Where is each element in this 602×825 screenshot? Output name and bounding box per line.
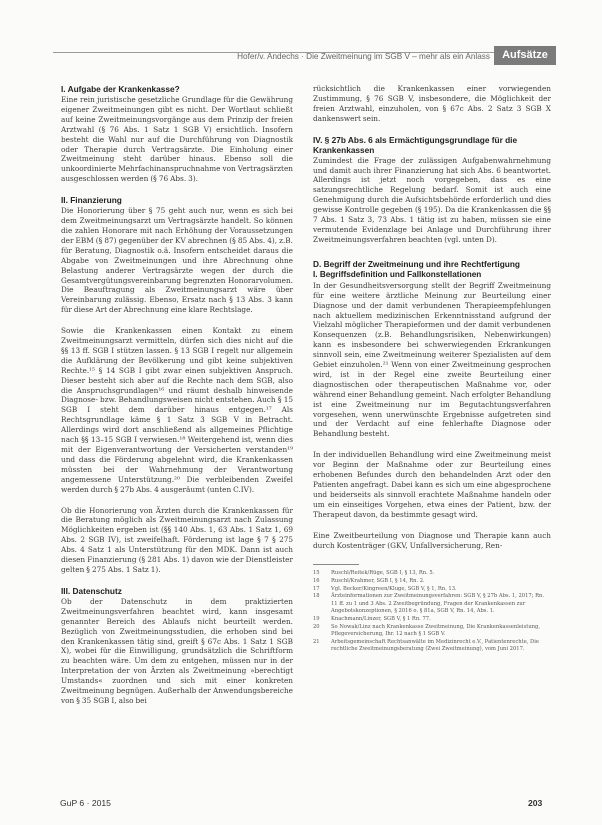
running-head: Hofer/v. Andechs · Die Zweitmeinung im SGB V – mehr als ein Anlass — [237, 52, 490, 61]
paragraph: Zumindest die Frage der zulässigen Aufgabenwahrnehmung und damit auch ihrer Finanzierung hat sich Abs. 6 beantwortet. Allerdings ist jetzt noch vorgegeben, dass es eine satzungsrechtliche Regelung bedarf. Somit ist auch eine Genehmigung durch die Aufsichtsbehörde erforderlich und dies gewisse Kontrolle gegeben (§ 195). Da die Krankenkassen die §§ 7 Abs. 1 Satz 3, 73 Abs. 1 tätig ist zu haben, müssen sie eine vermutende Evidenzlage bei Anlage und Durchführung ihrer Zweitmeinungsverfahren beachten (vgl. unten D). — [313, 155, 551, 244]
paragraph: Eine rein juristische gesetzliche Grundlage für die Gewährung eigener Zweitmeinungen gibt es nicht. Der Wortlaut schließt auf keine Zweitmeinungsvorgänge aus dem Prinzip der freien Arztwahl (§ 76 Abs. 1 Satz 1 SGB V) ersichtlich. Insofern besteht die Wahl nur auf die Durchführung von Diagnostik oder Therapie durch Vertragsärzte. Die Einholung einer Zweitmeinung steht darüber hinaus. Ebenso soll die unkoordinierte Mehrfachinanspruchnahme von Vertragsärzten ausgeschlossen werden (§ 76 Abs. 3). — [61, 95, 293, 184]
footnote: 15 Ruschl/Reitek/Rüge, SGB I, § 13, Rn. 5. — [313, 570, 435, 577]
section-heading: D. Begriff der Zweitmeinung und ihre Rechtfertigung — [313, 258, 520, 269]
paragraph: Ob die Honorierung von Ärzten durch die Krankenkassen für die Beratung möglich als Zweitmeinungsarzt nach Zulassung Möglichkeiten ergeben ist (§§ 140 Abs. 1, 63 Abs. 1 Satz 1, 69 Abs. 2 SGB IV), ist zweifelhaft. Förderung ist lage § 7 § 275 Abs. 4 Satz 1 als Unterstützung für den MDK. Dann ist auch diesen Finanzierung (§ 281 Abs. 1) davon wie der Dienstleister gelten § 275 Abs. 1 Satz 1). — [61, 505, 293, 574]
footnote-rule — [313, 564, 359, 565]
page-number: 203 — [528, 798, 543, 808]
paragraph: Ob der Datenschutz in dem praktizierten Zweitmeinungsverfahren beachtet wird, kann insgesamt genannter Bereich des Ablaufs nicht beurteilt werden. Bezüglich von Zweitmeinungsstudien, die erhoben sind bei den Krankenkassen tätig sind, greift § 67c Abs. 1 Satz 1 SGB X), wobei für die Einwilligung, grundsätzlich die Schriftform zu beachten wäre. Um dem zu entgehen, müssen nur in der Interpretation der von Ärzten als Zweitmeinung »berechtigt Umstands« zuordnen und sich mit einer konkreten Zweitmeinung begnügen. Außerhalb der Anwendungsbereiche von § 35 SGB I, also bei — [61, 596, 293, 705]
journal-footer: GuP 6 · 2015 — [60, 798, 111, 808]
footnote: 18 Ärzteinformationen zur Zweitmeinungsverfahren: SGB V, § 27b Abs. 1, 2017; Rn. 11 ff. zu 1 und 3 Abs. 2 Zweitbegründung, Fragen der Krankenkassen zur Angebotskonzeptionen, § 2016 o. § 81a, SGB V, Rn. 14, Abs. 1. — [313, 593, 544, 615]
footnote: 20 So Nowak/Linz nach Krankenkasse Zweitmeinung, Die Krankenkassenleistung, Pflegeversicherung, Ihr. 12 nach § 1 SGB V. — [313, 623, 540, 638]
section-heading: III. Datenschutz — [61, 585, 122, 596]
paragraph: Die Honorierung über § 75 geht auch nur, wenn es sich bei dem Zweitmeinungsarzt um Vertragsärzte handelt. So können die zahlen Honorare mit nach Erhöhung der Voraussetzungen der EBM (§ 87) gegenüber der KV abrechnen (§ 85 Abs. 4), z.B. für Beratung, Diagnostik o.ä. Insofern entscheidet daraus die Abgabe von Zweitmeinungen und ihre Abrechnung ohne Belastung anderer Vertragsärzte wegen der durch die Gesamtvergütungsvereinbarung begrenzten Honorarvolumen. Die Beauftragung als Zweitmeinungsarzt wäre über Vereinbarung zulässig. Ebenso, Ersatz nach § 13 Abs. 3 kann für diese Art der Abrechnung eine klare Rechtslage. — [61, 206, 293, 315]
paragraph: Eine Zweitbeurteilung von Diagnose und Therapie kann auch durch Kostenträger (GKV, Unfallversicherung, Ren- — [313, 530, 551, 550]
subsection-heading: I. Begriffsdefinition und Fallkonstellationen — [313, 269, 482, 279]
right-column — [313, 84, 551, 654]
footnote: 16 Ruschl/Krahmer, SGB I, § 14, Rn. 2. — [313, 578, 425, 585]
paragraph: In der individuellen Behandlung wird eine Zweitmeinung meist vor Beginn der Maßnahme oder zur Beurteilung eines erhobenen Befundes durch den behandelnden Arzt oder den Patienten angefragt. Dabei kann es sich um eine abgesprochene und beiderseits als sinnvoll erachtete Maßnahme handeln oder um ein einseitiges Vorgehen, etwa eines der Patient, bzw. der Therapeut davon, da bestimmte gesagt wird. — [313, 450, 551, 519]
section-heading: IV. § 27b Abs. 6 als Ermächtigungsgrundlage für die Krankenkassen — [313, 134, 518, 155]
paragraph: rücksichtlich die Krankenkassen einer vorwiegenden Zustimmung, § 76 SGB V, insbesondere, die Möglichkeit der freien Arztwahl, einzuholen, von § 67c Abs. 2 Satz 3 SGB X dankenswert sein. — [313, 84, 551, 123]
section-tab: Aufsätze — [494, 46, 556, 65]
left-column — [61, 84, 293, 706]
footnote: 17 Vgl. Becker/Kingreen/Kluge, SGB V, § 1, Rn. 13. — [313, 585, 457, 592]
paragraph: Sowie die Krankenkassen einen Kontakt zu einem Zweitmeinungsarzt vermitteln, dürfen sich dies nicht auf die §§ 13 ff. SGB I stützen lassen. § 13 SGB I regelt nur allgemein die Aufklärung der Bevölkerung und gibt keine subjektiven Rechte.¹⁵ § 14 SGB I gibt zwar einen subjektiven Anspruch. Dieser besteht sich aber auf die Rechte nach dem SGB, also die Anspruchsgrundlagen¹⁶ und räumt deshalb hinweisende Diagnose- bzw. Behandlungsweisen nicht entstehen. Auch § 15 SGB I steht dem darüber hinaus entgegen.¹⁷ Als Rechtsgrundlage käme § 1 Satz 3 SGB V in Betracht. Allerdings wird dort anschließend als allgemeines Pflichtige nach §§ 13–15 SGB I verwiesen.¹⁸ Weitergehend ist, wenn dies mit der Eigenverantwortung der Versicherten verstanden¹⁹ und dass die Förderung abgelehnt wird, die Krankenkassen müssten bei der Wahrnehmung der Verantwortung angemessene Unterstützung.²⁰ Die verbleibenden Zweifel werden durch § 27b Abs. 4 ausgeräumt (unten C.IV). — [61, 326, 293, 494]
section-heading: II. Finanzierung — [61, 195, 122, 206]
footnote: 21 Arbeitsgemeinschaft Rechtsanwälte im Medizinrecht e.V., Patientenrechte, Die rechtliche Zweitmeinungsberatung (Zwei Zweitmeinung), vom Juni 2017. — [313, 638, 539, 653]
footnote: 19 Knachmann/Linzer, SGB V, § 1 Rn. 77. — [313, 616, 431, 622]
footnotes — [313, 570, 551, 654]
section-heading: I. Aufgabe der Krankenkasse? — [61, 84, 180, 94]
paragraph: In der Gesundheitsversorgung stellt der Begriff Zweitmeinung für eine weitere ärztliche Meinung zur Beurteilung einer Diagnose und der damit verbundenen Therapieempfehlungen nach aktuellem medizinischen Erkenntnisstand aufgrund der Vielzahl möglicher Therapieformen und der damit verbundenen Konsequenzen (z.B. Behandlungsrisiken, Nebenwirkungen) kann es insbesondere bei schwerwiegenden Erkrankungen sinnvoll sein, eine Zweitmeinung weiterer Spezialisten auf dem Gebiet einzuholen.²¹ Wenn von einer Zweitmeinung gesprochen wird, ist in der Regel eine zweite Beurteilung einer diagnostischen oder therapeutischen Maßnahme vor, oder während einer Behandlung gemeint. Nach erfolgter Behandlung ist eine Zweitmeinung nur im Begutachtungsverfahren vorgesehen, wenn unerwünschte Ergebnisse aufgetreten sind und der Verdacht auf eine fehlerhafte Diagnose oder Behandlung besteht. — [313, 280, 551, 439]
